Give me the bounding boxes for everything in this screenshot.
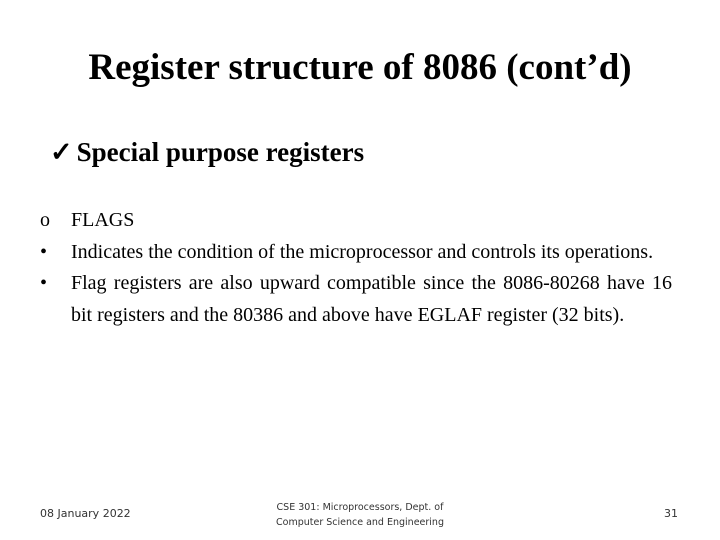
bullet-icon: • xyxy=(40,240,48,263)
slide-title: Register structure of 8086 (cont’d) xyxy=(88,47,632,88)
list-item-indicates xyxy=(40,237,672,269)
list-item-flag-registers xyxy=(40,268,672,331)
footer-course-line2: Computer Science and Engineering xyxy=(276,517,444,528)
checkmark-icon: ✓ xyxy=(50,137,73,167)
hollow-bullet-icon: o xyxy=(40,209,50,231)
footer-date: 08 January 2022 xyxy=(40,507,131,520)
subheading xyxy=(50,134,364,170)
footer-course-line1: CSE 301: Microprocessors, Dept. of xyxy=(276,502,444,513)
bullet-icon: • xyxy=(40,272,48,294)
list-item-flags xyxy=(40,205,672,237)
list-item-text: FLAGS xyxy=(71,209,135,231)
list-item-text: Indicates the condition of the microprocessor and controls its operations. xyxy=(71,240,654,263)
bullet-list xyxy=(40,205,672,331)
subheading-text: Special purpose registers xyxy=(76,137,365,167)
list-item-text: Flag registers are also upward compatible since the 8086-80268 have 16 bit registers and the 80386 and above have EGLAF register (32 bits). xyxy=(71,272,672,326)
footer-course xyxy=(252,500,468,530)
page-number: 31 xyxy=(664,507,678,520)
